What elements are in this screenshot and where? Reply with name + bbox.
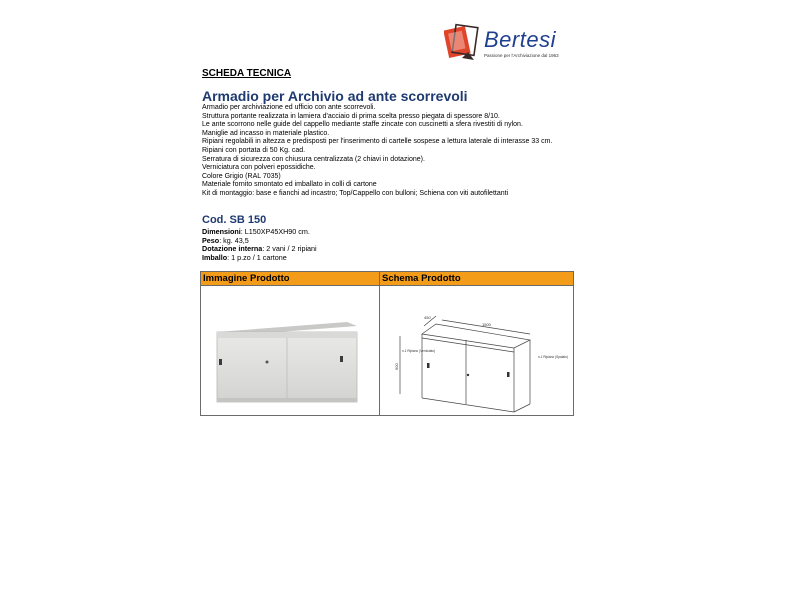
product-code: Cod. SB 150 [202, 214, 267, 226]
cabinet-schema-drawing [380, 286, 572, 415]
product-specs [202, 228, 317, 263]
spec-label: Dimensioni [202, 227, 241, 236]
description-line: Ripiani con portata di 50 Kg. cad. [202, 146, 306, 154]
product-description [202, 104, 602, 199]
description-line: Kit di montaggio: base e fianchi ad incastro; Top/Cappello con bulloni; Schiena con viti autofilettanti [202, 189, 509, 197]
product-schema-panel [380, 271, 574, 416]
description-line: Ripiani regolabili in altezza e predisposti per l'inserimento di cartelle sospese a lettura laterale di interasse 33 cm. [202, 138, 553, 146]
product-schema-panel-title: Schema Prodotto [380, 272, 573, 286]
dim-height: 900 [394, 363, 399, 370]
description-line: Serratura di sicurezza con chiusura centralizzata (2 chiavi in dotazione). [202, 155, 425, 163]
schema-lock [467, 374, 469, 376]
dim-width: 1500 [482, 322, 491, 327]
description-line: Le ante scorrono nelle guide del cappello mediante staffe zincate con cuscinetti a sfera rivestiti di nylon. [202, 121, 523, 129]
schema-handle-left [427, 363, 430, 368]
description-line: Verniciatura con polveri epossidiche. [202, 164, 316, 172]
dim-depth: 450 [424, 315, 431, 320]
spec-value: : 2 vani / 2 ripiani [262, 244, 317, 254]
spec-label: Imballo [202, 253, 228, 263]
spec-value: : L150XP45XH90 cm. [240, 227, 310, 236]
schema-handle-right [507, 372, 510, 377]
spec-value: : kg. 43,5 [219, 235, 249, 245]
schema-label-right: n.1 Ripiano (Spalato) [538, 355, 568, 359]
schema-label-left: n.1 Ripiano (Verniciato) [402, 349, 436, 353]
spec-value: : 1 p.zo / 1 cartone [227, 253, 287, 263]
spec-row [202, 254, 317, 263]
product-image-panel [200, 271, 380, 416]
brand-tagline: Passione per l'Archiviazione dal 1963 [484, 53, 559, 58]
cabinet-photo [201, 286, 379, 415]
spec-label: Peso [202, 235, 220, 245]
description-line: Armadio per archiviazione ed ufficio con ante scorrevoli. [202, 104, 376, 111]
spec-label: Dotazione interna [202, 244, 263, 254]
product-image-panel-title: Immagine Prodotto [201, 272, 379, 286]
section-label: SCHEDA TECNICA [202, 68, 292, 79]
brand-name: Bertesi [484, 27, 556, 52]
product-title: Armadio per Archivio ad ante scorrevoli [202, 88, 468, 104]
description-line: Maniglie ad incasso in materiale plastico. [202, 129, 330, 137]
description-line: Colore Grigio (RAL 7035) [202, 172, 281, 180]
description-line: Struttura portante realizzata in lamiera d'acciaio di prima scelta presso piegata di spessore 8/10. [202, 112, 500, 120]
description-line: Materiale fornito smontato ed imballato in colli di cartone [202, 181, 377, 189]
